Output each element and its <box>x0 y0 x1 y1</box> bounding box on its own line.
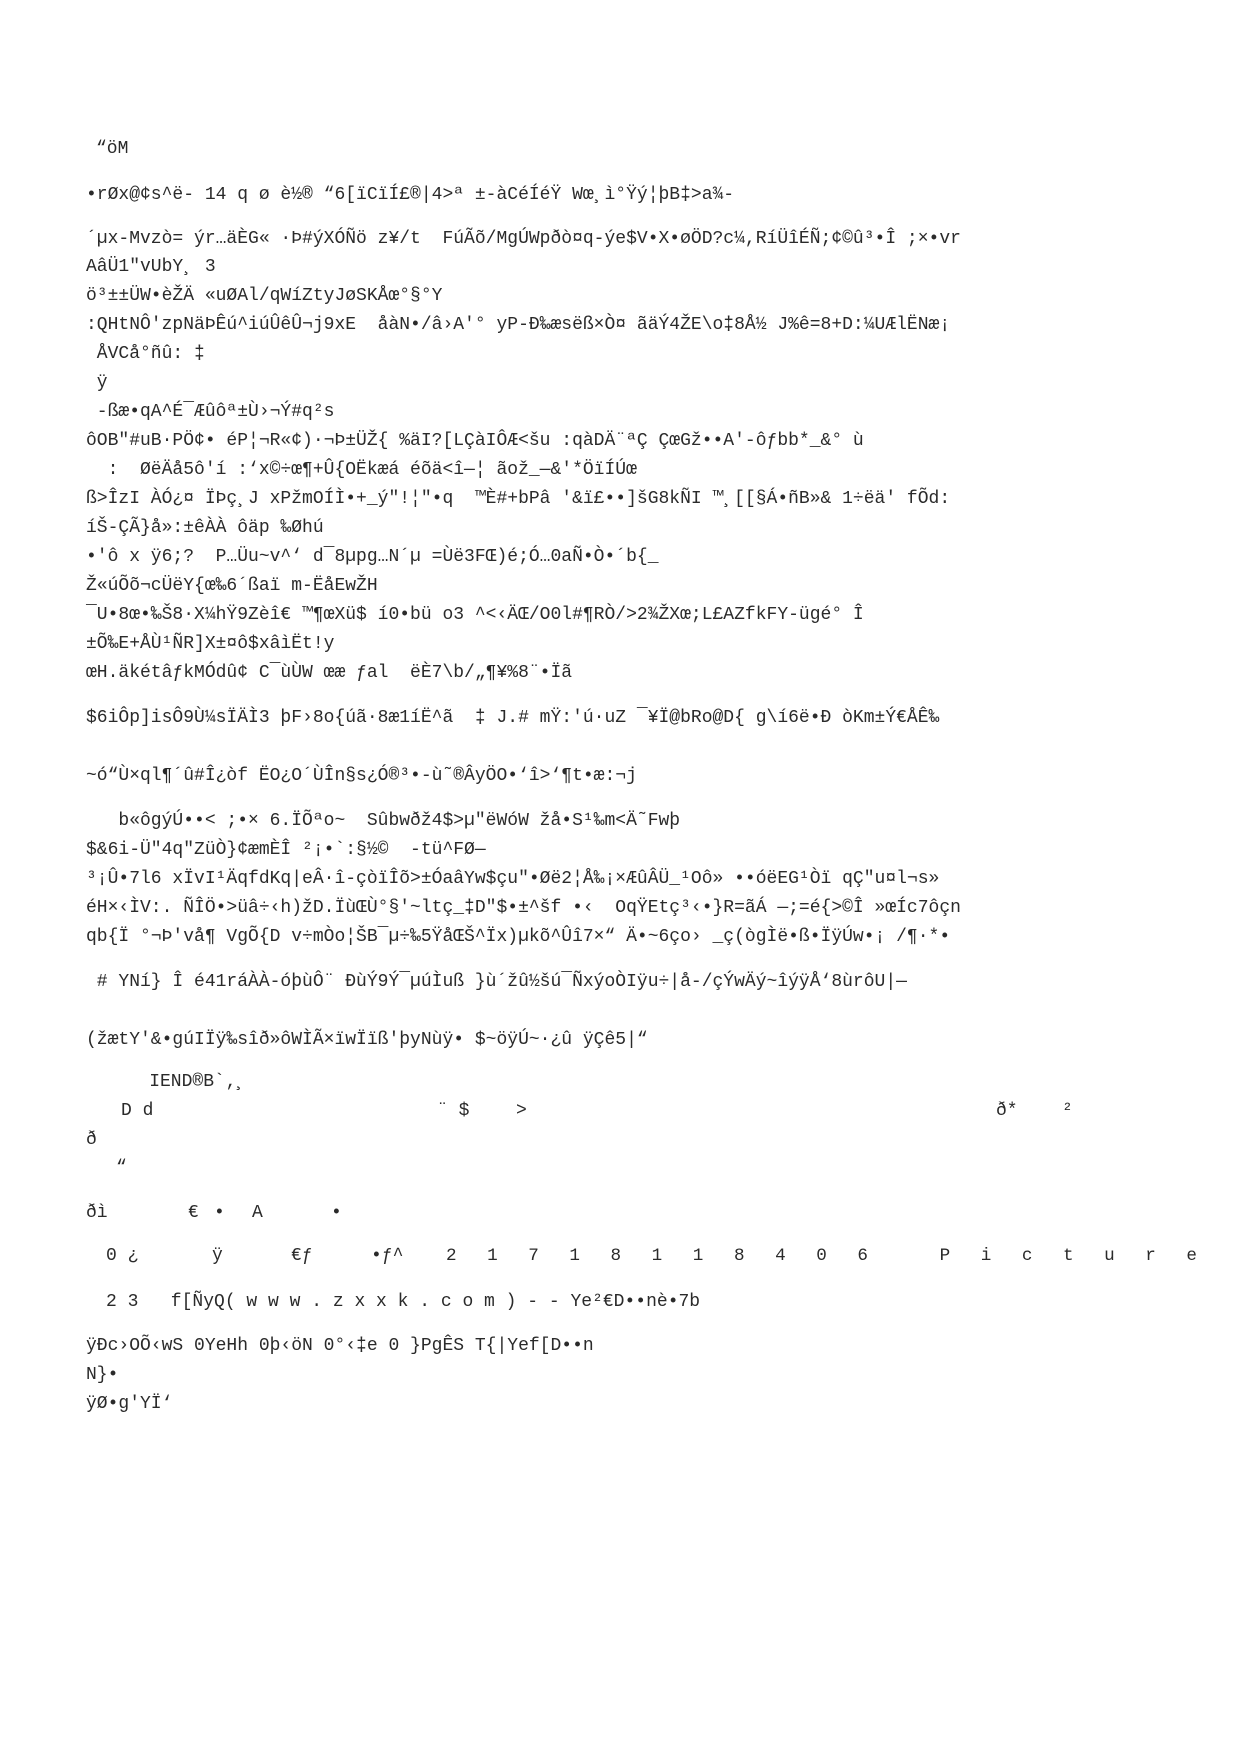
text-fragment: •ƒ^ <box>371 1246 404 1266</box>
text-fragment: 2 1 7 1 8 1 1 8 4 0 6 P i c t u r e <box>446 1246 1207 1266</box>
text-fragment: € <box>188 1203 199 1223</box>
text-line: b«ôgýÚ••< ;•× 6.ÏÕªo~ Sûbwðž4$>µ"ëWóW žå•S¹‰m<Ä˜Fwþ <box>86 811 681 831</box>
text-fragment: €ƒ <box>291 1246 313 1266</box>
text-fragment: ¨ $ <box>437 1101 470 1121</box>
text-line: # YNí} Î é41ráÀÀ-óþùÔ¨ ÐùÝ9Ý¯µúÌuß }ù´žû½šú¯ÑxýoÒIÿu÷|å-/çÝwÄý~îýÿÅ‘8ùrôU|— <box>86 972 907 992</box>
text-line: ÅVCå°ñû: ‡ <box>86 344 205 364</box>
text-line: Ž«úÕõ¬cÜëY{œ‰6´ßaï m-ËåEwŽH <box>86 576 378 596</box>
text-line: íŠ-ÇÃ}å»:±êÀÀ ôäp ‰Øhú <box>86 518 324 538</box>
text-line: ´µx-Mvzò= ýr…äÈG« ·Þ#ýXÓÑö z¥/t FúÃõ/MgÚWpðò¤q-ýe$V•X•øÖD?c¼,RíÜîÉÑ;¢©û³•Î ;×•vr <box>86 229 961 249</box>
text-line: ß>ÎzI ÀÓ¿¤ ÏÞç¸J xPžmOÍÌ•+_ý"!¦"•q ™È#+bPâ '&ï£••]šG8kÑI ™¸[[§Á•ñB»& 1÷ëä' fÕd: <box>86 489 951 509</box>
text-fragment: ð* <box>996 1101 1018 1121</box>
text-fragment: • <box>214 1203 225 1223</box>
text-line: •rØx@¢s^ë- 14 q ø è½® “6[ïCïÍ£®|4>ª ±-àCéÍéŸ Wœ¸ì°Ÿý¦þB‡>a¾- <box>86 185 735 205</box>
text-fragment: A <box>252 1203 263 1223</box>
text-line: éH×‹ÌV:. ÑÎÖ•>üâ÷‹h)žD.ÏùŒÙ°§'~ltç_‡D"$•±^šf •‹ OqŸEtç³‹•}R=ãÁ —;=é{>©Î »œÍc7ôçn <box>86 898 961 918</box>
text-fragment: • <box>331 1203 342 1223</box>
text-line: : ØëÄå5ô'í :‘x©÷œ¶+Û{OËkæá éõä<î—¦ ãož_—&'*ÖïÍÚœ <box>86 460 637 480</box>
text-fragment: D d <box>121 1101 154 1121</box>
text-line: ÿÐc›OÕ‹wS 0YeHh 0þ‹öN 0°‹‡e 0 }PgÊS T{|Yef[D••n <box>86 1336 594 1356</box>
text-line: IEND®B`‚¸ <box>106 1072 247 1092</box>
text-fragment: ÿ <box>212 1246 223 1266</box>
text-line: 2 3 f[ÑyQ( w w w . z x x k . c o m ) - - Ye²€D••nè•7b <box>106 1292 701 1312</box>
text-fragment: ðì <box>86 1203 108 1223</box>
text-line: $&6i-Ü"4q"ZüÒ}¢æmÈÎ ²¡•`:§½© -tü^FØ— <box>86 840 486 860</box>
text-line: ôOB"#uB·PÖ¢• éP¦¬R«¢)·¬Þ±ÜŽ{ %äI?[LÇàIÔÆ<šu :qàDÄ¨ªÇ ÇœGž••A'-ôƒbb*_&° ù <box>86 431 864 451</box>
text-fragment: 0 ¿ <box>106 1246 139 1266</box>
text-line: AâÜ1"vUbY¸ 3 <box>86 257 216 277</box>
text-line: N}• <box>86 1365 119 1385</box>
text-line: ¯U•8œ•‰Š8·X¼hŸ9Zèî€ ™¶œXü$ í0•bü o3 ^<‹ÄŒ/O0l#¶RÒ/>2¾ŽXœ;L£AZfkFY-ügé° Î <box>86 605 864 625</box>
text-line: œH.äkétâƒkMÓdû¢ C¯ùÙW œæ ƒal ëÈ7\b/„¶¥%8¨•Ïã <box>86 663 573 683</box>
text-line: ÿØ•g'YÏ‘ <box>86 1394 173 1414</box>
text-line: ³¡Û•7l6 xÏvI¹ÄqfdKq|eÂ·î-çòïÎõ>±ÓaâYw$çu"•Øë2¦Å‰¡×ÆûÂÜ_¹Oô» ••óëEG¹Òï qÇ"u¤l¬s» <box>86 869 940 889</box>
text-line: ±Õ‰E+ÅÙ¹ÑR]X±¤ô$xâìËt!y <box>86 634 335 654</box>
text-fragment: “ <box>116 1158 127 1178</box>
text-line: ÿ <box>86 373 108 393</box>
text-line: :QHtNÔ'zpNäÞÊú^iúÛêÛ¬j9xE åàN•/â›A'° yP-Ð‰æsëß×Ò¤ ãäÝ4ŽE\o‡8Å½ J%ê=8+D:¼UÆlËNæ¡ <box>86 315 951 335</box>
text-line: •'ô x ÿ6;? P…Üu~v^‘ d¯8µpg…N´µ =Ùë3FŒ)é;Ó…0aÑ•Ò•´b{_ <box>86 547 659 567</box>
text-line: qb{Ï °¬Þ'vå¶ VgÕ{D v÷mÒo¦ŠB¯µ÷‰5ŸåŒŠ^Ïx)µkõ^Ûî7×“ Ä•~6ço› _ç(ògÌë•ß•ÏÿÚw•¡ /¶·*• <box>86 927 951 947</box>
text-line: “öM <box>96 139 129 159</box>
text-line: $6iÔp]isÔ9Ù¼sÏÄÌ3 þF›8o{úã·8æ1íË^ã ‡ J.# mŸ:'ú·uZ ¯¥Ï@bRo@D{ g\í6ë•Ð òKm±Ý€ÅÊ‰ <box>86 708 940 728</box>
text-line: ~ó“Ù×ql¶´û#Î¿òf ËO¿O´ÙÎn§s¿Ó®³•-ù˜®ÂyÖO•‘î>‘¶t•æ:¬j <box>86 766 637 786</box>
text-line: -ßæ•qA^É¯Æûôª±Ù›¬Ý#q²s <box>86 402 335 422</box>
text-fragment: ð <box>86 1130 97 1150</box>
text-fragment: > <box>516 1101 527 1121</box>
text-line: (žætY'&•gúIÏÿ‰sîð»ôWÌÃ×ïwÏïß'þyNùÿ• $~öÿÚ~·¿û ÿÇê5|“ <box>86 1030 648 1050</box>
text-line: ö³±±ÜW•èŽÄ «uØAl/qWíZtyJøSKÅœ°§°Y <box>86 286 443 306</box>
text-fragment: ² <box>1062 1101 1073 1121</box>
